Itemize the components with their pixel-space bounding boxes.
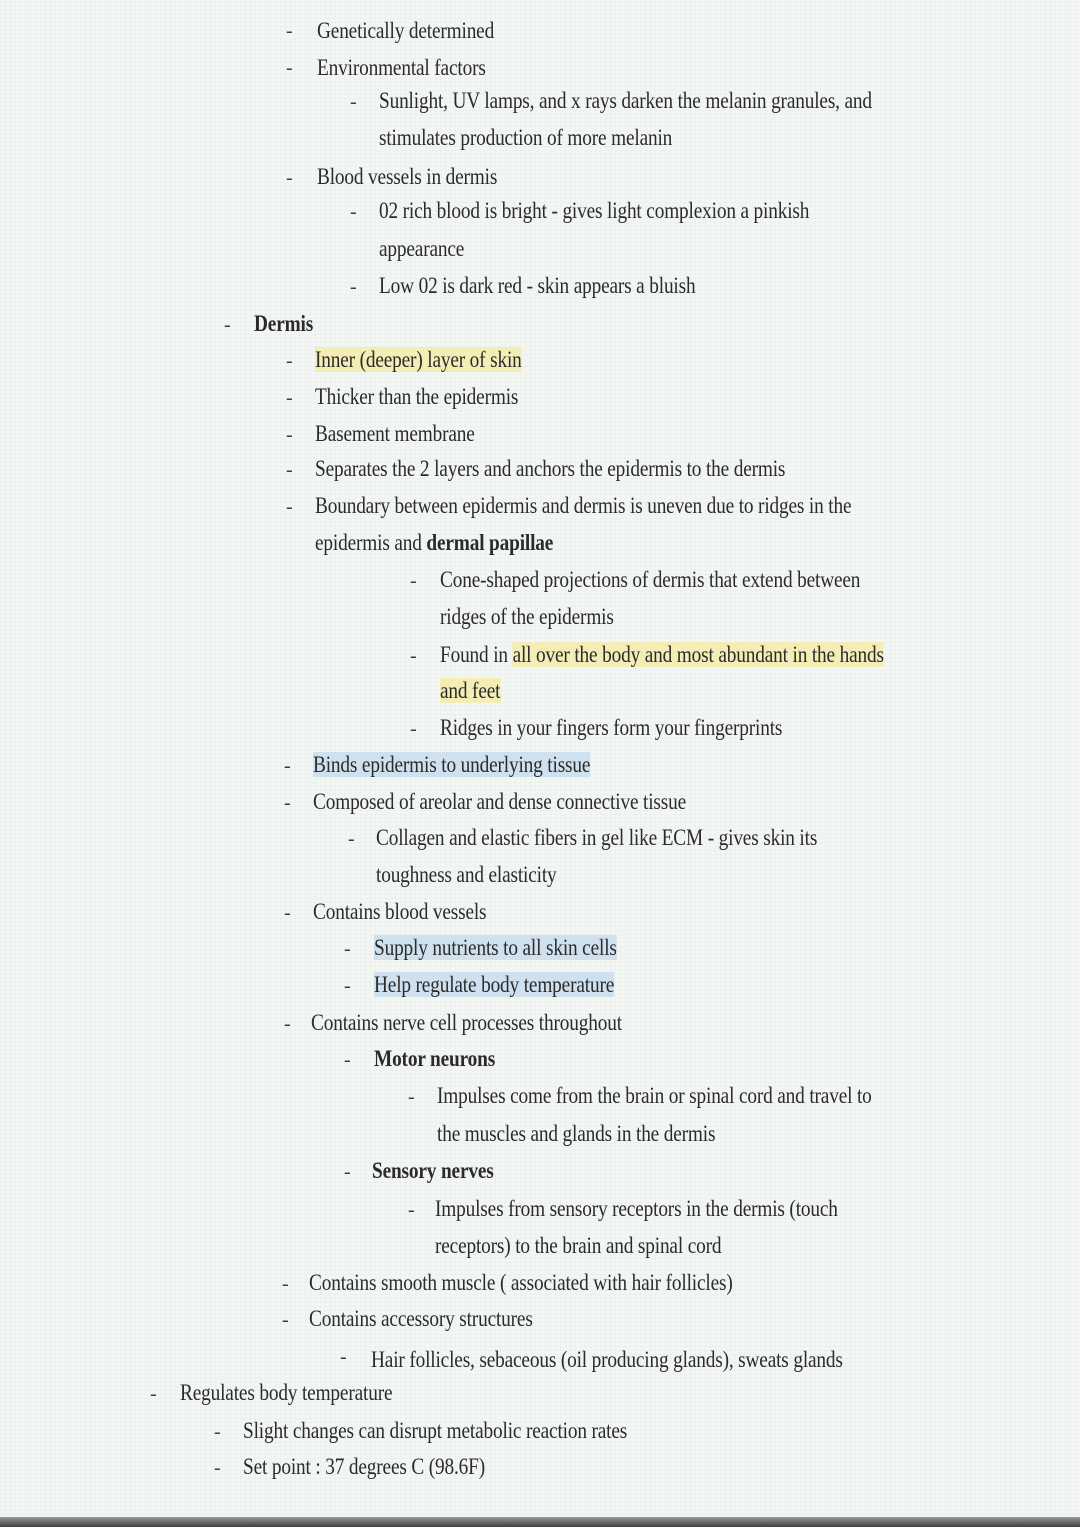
bullet-dash: - (348, 828, 355, 850)
bullet-dash: - (408, 1199, 415, 1221)
bullet-dash: - (410, 645, 417, 667)
bullet-dash: - (284, 755, 291, 777)
bold-term: Sensory nerves (372, 1158, 494, 1183)
bold-term: dermal papillae (426, 530, 554, 555)
bullet-dash: - (408, 1086, 415, 1108)
highlight-blue: Help regulate body temperature (374, 972, 615, 997)
bold-term: Motor neurons (374, 1046, 496, 1071)
note-line (440, 640, 884, 670)
note-line: Collagen and elastic fibers in gel like ECM - gives skin its (376, 825, 818, 850)
note-line: Genetically determined (317, 18, 495, 43)
note-line: Cone-shaped projections of dermis that extend between (440, 567, 861, 592)
note-line: Boundary between epidermis and dermis is uneven due to ridges in the (315, 493, 852, 518)
note-line: stimulates production of more melanin (379, 125, 673, 150)
note-line (374, 933, 617, 963)
note-line: Contains smooth muscle ( associated with hair follicles) (309, 1270, 733, 1295)
note-line (313, 750, 590, 780)
bullet-dash: - (350, 91, 357, 113)
bullet-dash: - (284, 902, 291, 924)
highlight-yellow: and feet (440, 678, 501, 703)
bullet-dash: - (350, 201, 357, 223)
note-line: Contains accessory structures (309, 1306, 533, 1331)
note-text: epidermis and (315, 530, 427, 555)
bullet-dash: - (344, 1049, 351, 1071)
bullet-dash: - (224, 314, 231, 336)
highlight-yellow: Inner (deeper) layer of skin (315, 347, 522, 372)
highlight-yellow: all over the body and most abundant in the hands (512, 642, 884, 667)
note-line: Thicker than the epidermis (315, 384, 519, 409)
note-line: the muscles and glands in the dermis (437, 1121, 716, 1146)
bullet-dash: - (282, 1273, 289, 1295)
note-line (315, 528, 553, 558)
note-line: Ridges in your fingers form your fingerprints (440, 715, 783, 740)
highlight-blue: Binds epidermis to underlying tissue (313, 752, 591, 777)
section-heading-dermis: Dermis (254, 311, 314, 336)
note-line: Separates the 2 layers and anchors the epidermis to the dermis (315, 456, 786, 481)
note-line: Low 02 is dark red - skin appears a bluish (379, 273, 696, 298)
note-line: Slight changes can disrupt metabolic reaction rates (243, 1418, 628, 1443)
note-line: Hair follicles, sebaceous (oil producing glands), sweats glands (371, 1347, 843, 1372)
bullet-dash: - (410, 570, 417, 592)
highlight-blue: Supply nutrients to all skin cells (374, 935, 617, 960)
note-line: appearance (379, 236, 465, 261)
note-line: Blood vessels in dermis (317, 164, 498, 189)
bullet-dash: - (286, 20, 293, 42)
bullet-dash: - (282, 1309, 289, 1331)
bullet-dash: - (286, 387, 293, 409)
bullet-dash: - (350, 276, 357, 298)
bullet-dash: - (286, 167, 293, 189)
note-line (440, 676, 500, 706)
bullet-dash: - (284, 1013, 291, 1035)
note-line: Sunlight, UV lamps, and x rays darken the melanin granules, and (379, 88, 872, 113)
bullet-dash: - (284, 792, 291, 814)
note-line: receptors) to the brain and spinal cord (435, 1233, 722, 1258)
note-line: ridges of the epidermis (440, 604, 614, 629)
bullet-dash: - (150, 1383, 157, 1405)
bullet-dash: - (286, 459, 293, 481)
bullet-dash: - (286, 496, 293, 518)
bullet-dash: - (286, 57, 293, 79)
note-line (374, 970, 614, 1000)
note-line: Impulses come from the brain or spinal cord and travel to (437, 1083, 872, 1108)
scan-edge-shadow (0, 1517, 1080, 1527)
note-line: Regulates body temperature (180, 1380, 393, 1405)
note-line: Contains blood vessels (313, 899, 487, 924)
note-line: 02 rich blood is bright - gives light complexion a pinkish (379, 198, 810, 223)
note-line: Environmental factors (317, 55, 486, 80)
bullet-dash: - (214, 1457, 221, 1479)
note-line: Basement membrane (315, 421, 475, 446)
note-line: Composed of areolar and dense connective tissue (313, 789, 687, 814)
note-line: Impulses from sensory receptors in the dermis (touch (435, 1196, 838, 1221)
note-text: Found in (440, 642, 513, 667)
note-line: Contains nerve cell processes throughout (311, 1010, 622, 1035)
note-line (315, 345, 522, 375)
bullet-dash: - (344, 938, 351, 960)
bullet-dash: - (286, 350, 293, 372)
note-line: toughness and elasticity (376, 862, 557, 887)
note-line: Set point : 37 degrees C (98.6F) (243, 1454, 486, 1479)
bullet-dash: - (214, 1421, 221, 1443)
bullet-dash: - (344, 1161, 351, 1183)
bullet-dash: - (344, 975, 351, 997)
bullet-dash: - (340, 1346, 347, 1368)
bullet-dash: - (410, 718, 417, 740)
bullet-dash: - (286, 424, 293, 446)
